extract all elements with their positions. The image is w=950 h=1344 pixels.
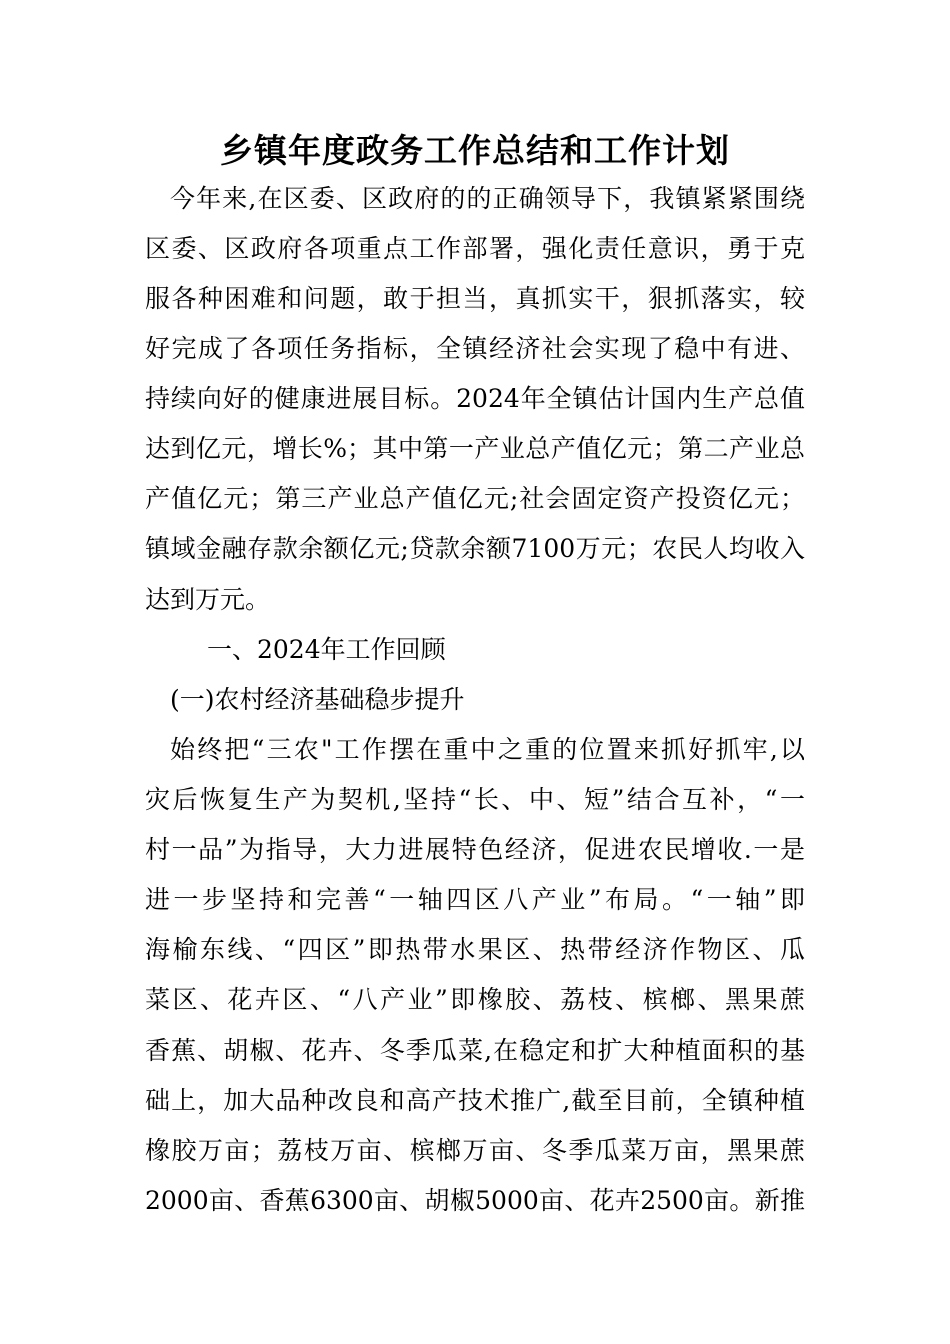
paragraph-line: 区委、区政府各项重点工作部署，强化责任意识，勇于克: [145, 234, 805, 263]
paragraph-line: 础上，加大品种改良和高产技术推广,截至目前，全镇种植: [145, 1086, 805, 1115]
document-title: 乡镇年度政务工作总结和工作计划: [220, 131, 730, 170]
paragraph-line: 达到万元。: [145, 585, 271, 614]
paragraph-line: 进一步坚持和完善“一轴四区八产业”布局。“一轴”即: [145, 885, 805, 914]
paragraph-line: 持续向好的健康进展目标。2024年全镇估计国内生产总值: [145, 384, 805, 413]
paragraph-line: 达到亿元，增长%；其中第一产业总产值亿元；第二产业总: [145, 434, 805, 463]
paragraph-line: 香蕉、胡椒、花卉、冬季瓜菜,在稳定和扩大种植面积的基: [145, 1036, 805, 1065]
paragraph-line: 海榆东线、“四区”即热带水果区、热带经济作物区、瓜: [145, 935, 805, 964]
paragraph-line: 菜区、花卉区、“八产业”即橡胶、荔枝、槟榔、黑果蔗: [145, 985, 805, 1014]
paragraph-line: 产值亿元；第三产业总产值亿元;社会固定资产投资亿元；: [145, 484, 805, 513]
paragraph-line: 村一品”为指导，大力进展特色经济，促进农民增收.一是: [145, 835, 805, 864]
section-heading: 一、2024年工作回顾: [207, 635, 446, 664]
paragraph-line: 橡胶万亩；荔枝万亩、槟榔万亩、冬季瓜菜万亩，黑果蔗: [145, 1136, 805, 1165]
paragraph-line: 始终把“三农"工作摆在重中之重的位置来抓好抓牢,以: [170, 735, 805, 764]
paragraph-line: 2000亩、香蕉6300亩、胡椒5000亩、花卉2500亩。新推: [145, 1186, 805, 1215]
subsection-heading: (一)农村经济基础稳步提升: [170, 685, 465, 714]
paragraph-line: 今年来,在区委、区政府的的正确领导下，我镇紧紧围绕: [170, 184, 805, 213]
paragraph-line: 灾后恢复生产为契机,坚持“长、中、短”结合互补，“一: [145, 785, 805, 814]
paragraph-line: 服各种困难和问题，敢于担当，真抓实干，狠抓落实，较: [145, 284, 805, 313]
paragraph-line: 好完成了各项任务指标，全镇经济社会实现了稳中有进、: [145, 334, 805, 363]
paragraph-line: 镇域金融存款余额亿元;贷款余额7100万元；农民人均收入: [145, 534, 805, 563]
